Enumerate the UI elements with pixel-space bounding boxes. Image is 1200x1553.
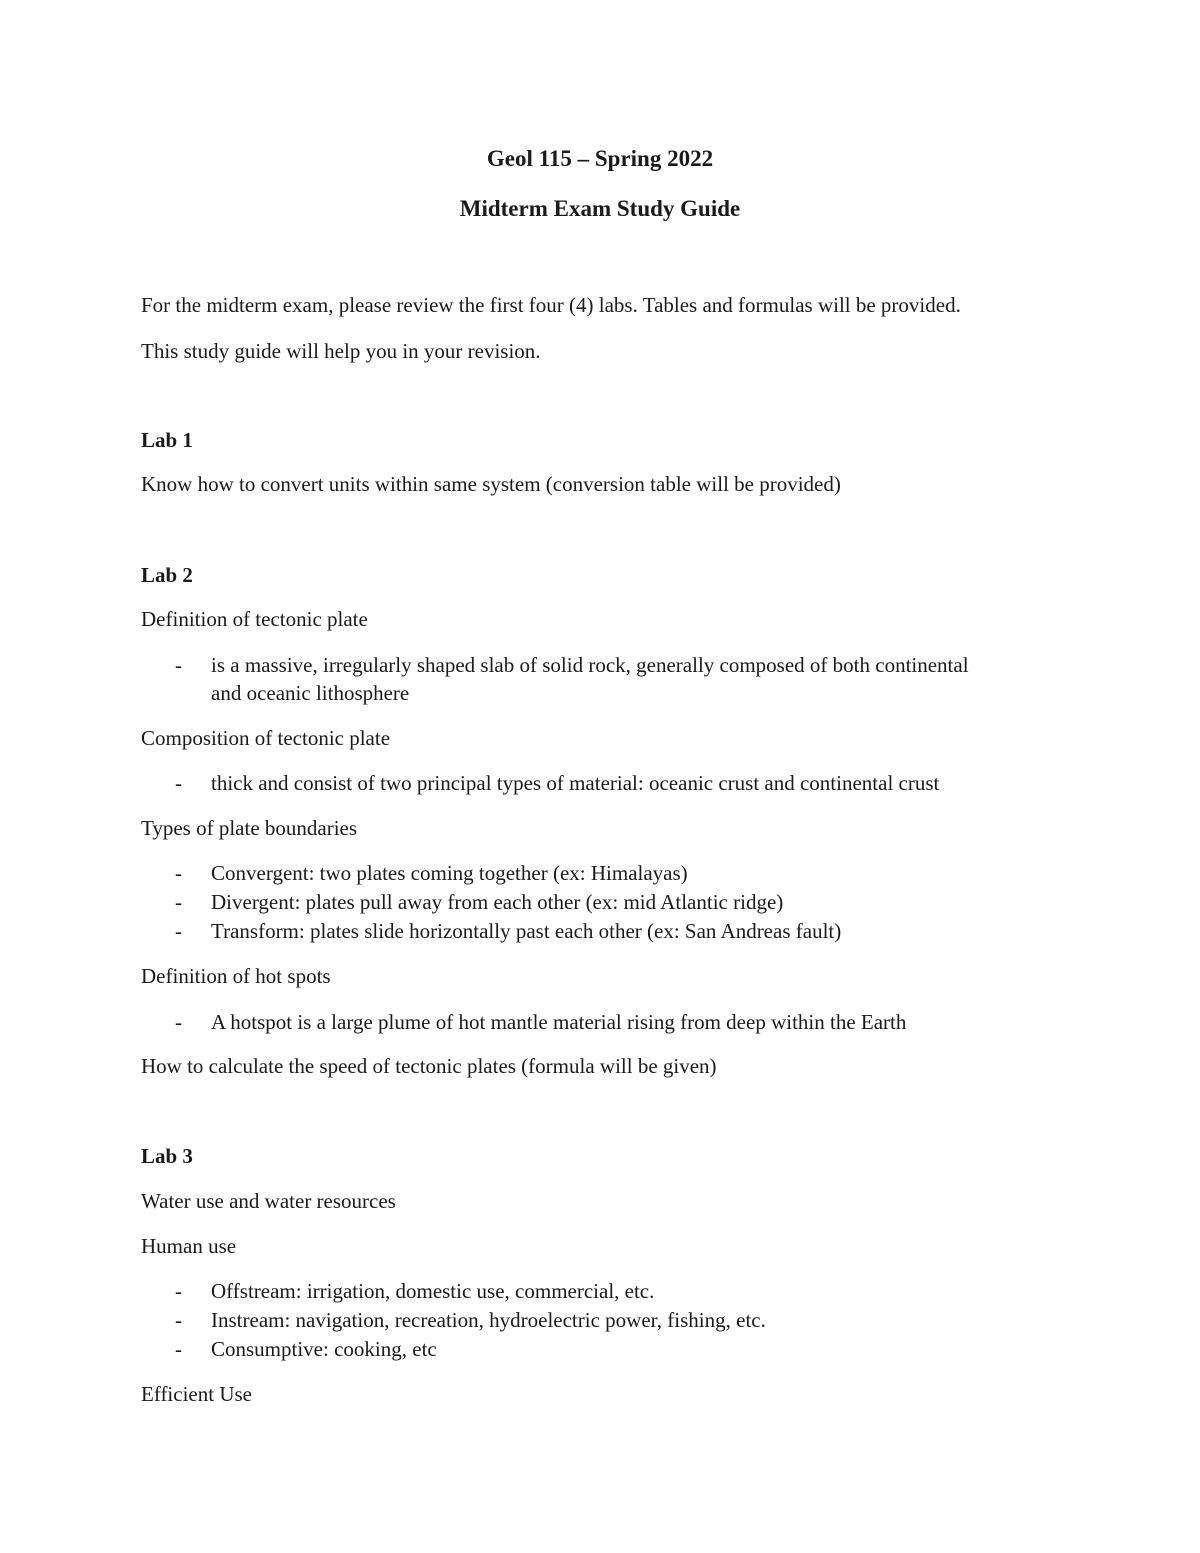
intro-line-2: This study guide will help you in your revision. (141, 339, 541, 363)
lab2-def-plate-bullet-line-2: and oceanic lithosphere (211, 681, 410, 705)
human-use-offstream: Offstream: irrigation, domestic use, commercial, etc. (211, 1279, 655, 1303)
lab2-def-plate: Definition of tectonic plate (141, 607, 368, 631)
bullet-marker: - (175, 1308, 182, 1332)
bullet-marker: - (175, 1337, 182, 1361)
bullet-marker: - (175, 771, 182, 795)
document-subtitle: Midterm Exam Study Guide (459, 196, 741, 221)
human-use-consumptive: Consumptive: cooking, etc (211, 1337, 437, 1361)
lab2-boundaries: Types of plate boundaries (141, 816, 358, 840)
intro-line-1: For the midterm exam, please review the first four (4) labs. Tables and formulas will be provided. (141, 293, 961, 317)
lab3-human-use: Human use (141, 1234, 237, 1258)
lab3-water: Water use and water resources (141, 1189, 396, 1213)
bullet-marker: - (175, 1279, 182, 1303)
boundary-divergent: Divergent: plates pull away from each other (ex: mid Atlantic ridge) (211, 890, 784, 914)
boundary-transform: Transform: plates slide horizontally past each other (ex: San Andreas fault) (211, 919, 842, 943)
boundary-convergent: Convergent: two plates coming together (ex: Himalayas) (211, 861, 688, 885)
lab1-heading: Lab 1 (141, 428, 193, 452)
lab3-heading: Lab 3 (141, 1144, 193, 1168)
lab2-hotspots: Definition of hot spots (141, 964, 331, 988)
lab3-efficient-use: Efficient Use (141, 1382, 252, 1406)
lab2-comp-plate-bullet: thick and consist of two principal types of material: oceanic crust and continental crust (211, 771, 940, 795)
bullet-marker: - (175, 653, 182, 677)
bullet-marker: - (175, 861, 182, 885)
bullet-marker: - (175, 919, 182, 943)
lab1-text: Know how to convert units within same system (conversion table will be provided) (141, 472, 841, 496)
lab2-comp-plate: Composition of tectonic plate (141, 726, 391, 750)
lab2-heading: Lab 2 (141, 563, 193, 587)
human-use-instream: Instream: navigation, recreation, hydroelectric power, fishing, etc. (211, 1308, 766, 1332)
document-title: Geol 115 – Spring 2022 (486, 146, 714, 171)
lab2-speed: How to calculate the speed of tectonic plates (formula will be given) (141, 1054, 717, 1078)
lab2-def-plate-bullet-line-1: is a massive, irregularly shaped slab of solid rock, generally composed of both continental (211, 653, 969, 677)
lab2-hotspot-bullet: A hotspot is a large plume of hot mantle material rising from deep within the Earth (211, 1010, 907, 1034)
bullet-marker: - (175, 890, 182, 914)
bullet-marker: - (175, 1010, 182, 1034)
